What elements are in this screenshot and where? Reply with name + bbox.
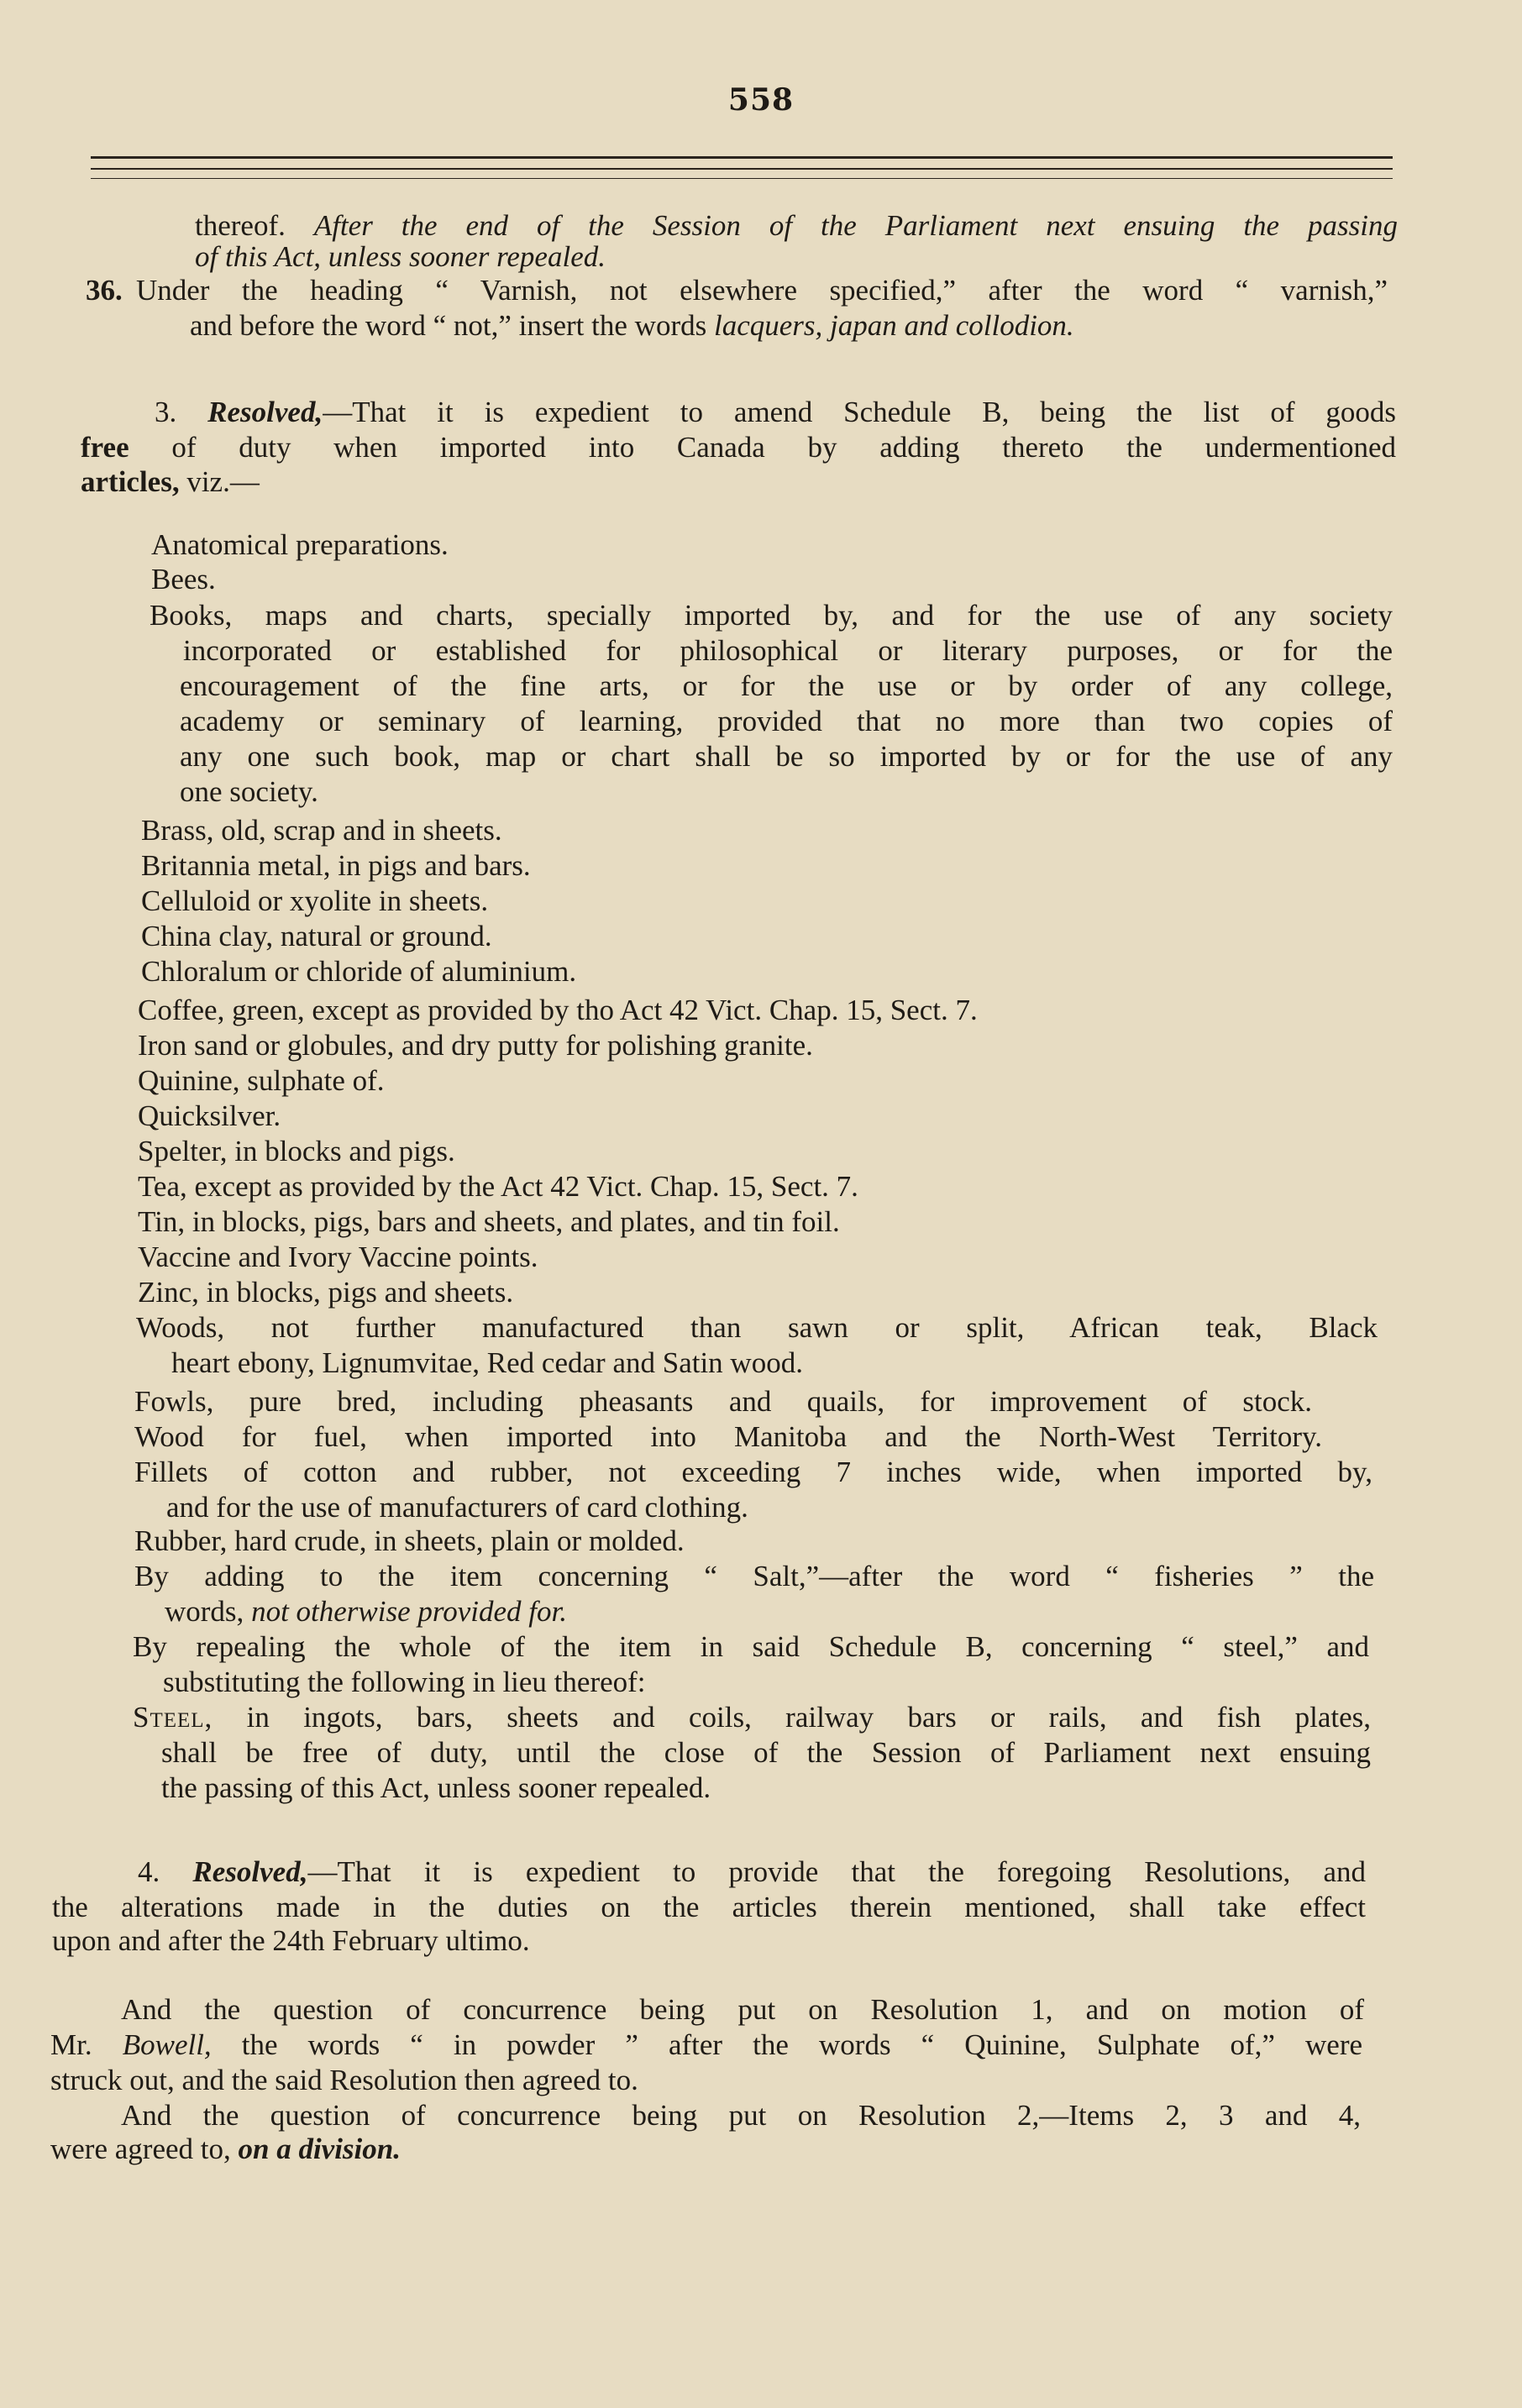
text-line: thereof. After the end of the Session of the Parliament next ensuing the passing	[195, 209, 1399, 242]
text-line: of this Act, unless sooner repealed.	[195, 240, 606, 273]
page-number: 558	[727, 82, 795, 118]
list-item: Anatomical preparations.	[151, 528, 449, 561]
list-item: incorporated or established for philosophical or literary purposes, or for the	[183, 634, 1393, 667]
resolution-4-line: 4. Resolved,—That it is expedient to provide that the foregoing Resolutions, and	[138, 1855, 1366, 1888]
list-item: Quinine, sulphate of.	[138, 1064, 385, 1097]
text-line: Under the heading “ Varnish, not elsewhere specified,” after the word “ varnish,”	[136, 274, 1388, 307]
list-item: Brass, old, scrap and in sheets.	[141, 814, 502, 847]
list-item: Britannia metal, in pigs and bars.	[141, 849, 531, 882]
list-item: Zinc, in blocks, pigs and sheets.	[138, 1276, 514, 1309]
list-item: Tin, in blocks, pigs, bars and sheets, and plates, and tin foil.	[138, 1205, 840, 1238]
list-item: Tea, except as provided by the Act 42 Vict. Chap. 15, Sect. 7.	[138, 1170, 858, 1203]
concurrence-line: were agreed to, on a division.	[50, 2133, 401, 2165]
list-item: Vaccine and Ivory Vaccine points.	[138, 1241, 538, 1273]
list-item: Steel, in ingots, bars, sheets and coils, railway bars or rails, and fish plates,	[133, 1701, 1372, 1734]
list-item: Quicksilver.	[138, 1099, 281, 1132]
list-item: Books, maps and charts, specially imported by, and for the use of any society	[150, 599, 1393, 632]
concurrence-line: And the question of concurrence being put on Resolution 2,—Items 2, 3 and 4,	[121, 2099, 1361, 2132]
list-item: academy or seminary of learning, provided that no more than two copies of	[180, 705, 1393, 737]
list-item: Iron sand or globules, and dry putty for polishing granite.	[138, 1029, 813, 1062]
list-item: words, not otherwise provided for.	[165, 1595, 567, 1628]
list-item: and for the use of manufacturers of card clothing.	[166, 1491, 748, 1524]
list-item: Fillets of cotton and rubber, not exceeding 7 inches wide, when imported by,	[134, 1456, 1372, 1488]
list-item: China clay, natural or ground.	[141, 920, 492, 952]
list-item: Chloralum or chloride of aluminium.	[141, 955, 577, 988]
list-item: By repealing the whole of the item in said Schedule B, concerning “ steel,” and	[133, 1630, 1369, 1663]
list-item: Wood for fuel, when imported into Manitoba and the North-West Territory.	[134, 1420, 1322, 1453]
list-item: By adding to the item concerning “ Salt,”—after the word “ fisheries ” the	[134, 1560, 1374, 1592]
text-line: and before the word “ not,” insert the words lacquers, japan and collodion.	[190, 309, 1074, 342]
resolution-4-line: upon and after the 24th February ultimo.	[52, 1924, 530, 1957]
list-item: Celluloid or xyolite in sheets.	[141, 884, 489, 917]
list-item: shall be free of duty, until the close of the Session of Parliament next ensuing	[161, 1736, 1371, 1769]
list-item: Bees.	[151, 563, 216, 595]
list-item: Coffee, green, except as provided by tho Act 42 Vict. Chap. 15, Sect. 7.	[138, 994, 978, 1026]
list-item: any one such book, map or chart shall be so imported by or for the use of any	[180, 740, 1393, 773]
list-item: heart ebony, Lignumvitae, Red cedar and Satin wood.	[171, 1346, 803, 1379]
resolution-3-line: articles, viz.—	[81, 465, 260, 498]
resolution-3-line: free of duty when imported into Canada by adding thereto the undermentioned	[81, 431, 1397, 464]
concurrence-line: Mr. Bowell, the words “ in powder ” after the words “ Quinine, Sulphate of,” were	[50, 2028, 1363, 2061]
list-item: the passing of this Act, unless sooner repealed.	[161, 1771, 711, 1804]
list-item: Spelter, in blocks and pigs.	[138, 1135, 455, 1167]
list-item: Rubber, hard crude, in sheets, plain or molded.	[134, 1524, 685, 1557]
header-rule	[91, 178, 1393, 179]
list-item: encouragement of the fine arts, or for the use or by order of any college,	[180, 669, 1393, 702]
list-item: substituting the following in lieu thereof:	[163, 1666, 646, 1698]
resolution-3-line: 3. Resolved,—That it is expedient to amend Schedule B, being the list of goods	[155, 396, 1396, 428]
item-number: 36.	[86, 274, 123, 307]
list-item: Woods, not further manufactured than sawn or split, African teak, Black	[136, 1311, 1378, 1344]
list-item: one society.	[180, 775, 318, 808]
header-rule	[91, 156, 1393, 159]
concurrence-line: And the question of concurrence being put on Resolution 1, and on motion of	[121, 1993, 1364, 2026]
list-item: Fowls, pure bred, including pheasants and quails, for improvement of stock.	[134, 1385, 1312, 1418]
resolution-4-line: the alterations made in the duties on the articles therein mentioned, shall take effect	[52, 1891, 1366, 1923]
header-rule	[91, 168, 1393, 170]
concurrence-line: struck out, and the said Resolution then agreed to.	[50, 2064, 638, 2096]
